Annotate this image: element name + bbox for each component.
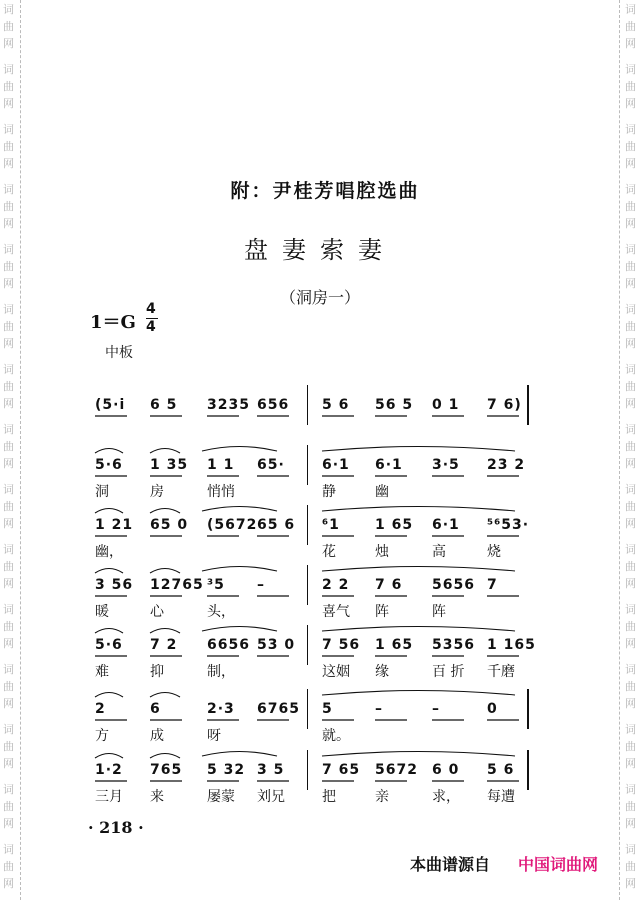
watermark-glyph: 曲 [3,860,14,873]
tempo-marking: 中板 [105,345,133,361]
watermark-glyph: 词 [3,843,14,856]
watermark-glyph: 词 [3,663,14,676]
watermark-glyph: 词 [3,123,14,136]
lyric-syllable: 头， [207,604,235,620]
lyric-syllable: 亲 [375,789,389,805]
watermark-glyph: 词 [3,3,14,16]
lyric-syllable: 方 [95,728,109,744]
note-group: 5656 [432,577,475,593]
slur [150,569,180,574]
note-group: 12765 [150,577,204,593]
watermark-glyph: 网 [3,517,14,530]
watermark-glyph: 词 [3,63,14,76]
watermark-glyph: 网 [3,817,14,830]
watermark-glyph: 曲 [3,320,14,333]
watermark-glyph: 词 [625,483,636,496]
watermark-glyph: 网 [3,697,14,710]
time-signature-top: 4 [146,301,156,317]
note-group: 3 5 [257,762,285,778]
lyric-syllable: 屡蒙 [207,789,235,805]
lyric-syllable: 心 [150,604,164,620]
watermark-glyph: 曲 [625,320,636,333]
note-group: 7 56 [322,637,361,653]
lyric-syllable: 把 [322,789,336,805]
watermark-glyph: 网 [3,637,14,650]
lyric-syllable: 阵 [375,604,389,620]
note-group: 7 2 [150,637,178,653]
note-group: 5·6 [95,457,123,473]
slur [95,754,123,759]
note-group: 6 [150,701,161,717]
watermark-glyph: 网 [3,577,14,590]
note-group: ⁶1 [322,517,340,533]
lyric-syllable: 三月 [95,789,123,805]
slur [95,569,123,574]
watermark-glyph: 网 [625,277,636,290]
note-group: 7 6) [487,397,522,413]
lyric-syllable: 阵 [432,604,446,620]
note-group: 56 5 [375,397,414,413]
watermark-glyph: 网 [3,757,14,770]
lyric-syllable: 抑 [150,664,164,680]
watermark-glyph: 网 [625,217,636,230]
slur [202,507,277,512]
watermark-glyph: 曲 [625,140,636,153]
lyric-syllable: 房 [150,484,164,500]
watermark-glyph: 曲 [3,380,14,393]
watermark-glyph: 词 [3,543,14,556]
note-group: – [375,701,383,717]
watermark-glyph: 曲 [3,440,14,453]
note-group: 6 5 [150,397,178,413]
note-group: 6·1 [322,457,350,473]
time-signature-bottom: 4 [146,319,156,335]
lyric-syllable: 暖 [95,604,109,620]
note-group: 7 [487,577,498,593]
lyric-syllable: 烛 [375,544,389,560]
note-group: 6656 [207,637,250,653]
lyric-syllable: 幽 [375,484,389,500]
note-group: 0 1 [432,397,460,413]
key-signature: 1＝G [90,312,136,333]
slur [150,629,180,634]
slur [202,447,277,452]
watermark-glyph: 曲 [625,440,636,453]
watermark-glyph: 网 [625,757,636,770]
slur [322,567,515,572]
watermark-glyph: 词 [3,303,14,316]
note-group: 1 65 [375,517,414,533]
watermark-glyph: 词 [625,3,636,16]
watermark-glyph: 词 [3,603,14,616]
note-group: – [432,701,440,717]
source-site-link[interactable]: 中国词曲网 [518,855,599,874]
slur [150,754,180,759]
lyric-syllable: 百 折 [432,664,465,680]
lyric-syllable: 制， [207,664,235,680]
watermark-glyph: 网 [3,337,14,350]
slur [322,507,515,512]
watermark-glyph: 词 [625,63,636,76]
watermark-glyph: 曲 [625,740,636,753]
watermark-glyph: 曲 [3,200,14,213]
watermark-glyph: 网 [3,37,14,50]
note-group: 7 65 [322,762,361,778]
lyric-syllable: 成 [150,728,164,744]
lyric-syllable: 悄悄 [207,484,235,500]
slur [322,752,515,757]
slur [95,629,123,634]
note-group: 6·1 [432,517,460,533]
watermark-glyph: 曲 [3,500,14,513]
note-group: 65· [257,457,285,473]
lyric-syllable: 烧 [487,544,501,560]
watermark-glyph: 网 [3,877,14,890]
note-group: 6 0 [432,762,460,778]
watermark-glyph: 词 [3,183,14,196]
watermark-glyph: 词 [625,843,636,856]
watermark-glyph: 词 [3,243,14,256]
note-group: 6765 [257,701,300,717]
note-group: 3 56 [95,577,134,593]
collection-title: 附：尹桂芳唱腔选曲 [230,180,420,202]
slur [95,509,123,514]
watermark-glyph: 曲 [3,620,14,633]
note-group: ⁵⁶53· [487,517,530,533]
watermark-glyph: 词 [3,363,14,376]
slur [95,693,123,698]
lyric-syllable: 每遭 [487,789,515,805]
note-group: 5 6 [487,762,515,778]
watermark-glyph: 词 [3,423,14,436]
watermark-glyph: 曲 [625,620,636,633]
watermark-glyph: 词 [625,543,636,556]
watermark-glyph: 网 [625,517,636,530]
note-group: 1 1 [207,457,235,473]
lyric-syllable: 喜气 [322,604,350,620]
watermark-glyph: 网 [3,277,14,290]
note-group: 5356 [432,637,475,653]
slur [150,509,180,514]
note-group: 3·5 [432,457,460,473]
lyric-syllable: 千磨 [487,664,515,680]
note-group: 5·6 [95,637,123,653]
watermark-glyph: 曲 [625,380,636,393]
slur [322,691,515,696]
note-group: 3235 [207,397,250,413]
lyric-syllable: 刘兄 [257,789,285,805]
lyric-syllable: 来 [150,789,164,805]
lyric-syllable: 求， [432,789,460,805]
song-title: 盘妻索妻 [244,236,396,264]
watermark-glyph: 网 [3,457,14,470]
watermark-glyph: 曲 [625,260,636,273]
lyric-syllable: 缘 [375,664,389,680]
note-group: (5672 [207,517,258,533]
watermark-glyph: 网 [625,397,636,410]
note-group: 2·3 [207,701,235,717]
slur [95,449,123,454]
watermark-glyph: 网 [625,577,636,590]
watermark-glyph: 曲 [3,140,14,153]
watermark-glyph: 曲 [3,80,14,93]
slur [150,693,180,698]
watermark-glyph: 曲 [3,680,14,693]
note-group: 5 32 [207,762,246,778]
watermark-glyph: 曲 [625,560,636,573]
slur [202,567,277,572]
slur [150,449,180,454]
watermark-glyph: 网 [3,157,14,170]
watermark-glyph: 词 [3,723,14,736]
watermark-glyph: 曲 [625,860,636,873]
watermark-glyph: 网 [625,877,636,890]
lyric-syllable: 花 [322,544,336,560]
lyric-syllable: 幽， [95,544,123,560]
watermark-glyph: 词 [625,123,636,136]
watermark-glyph: 词 [625,423,636,436]
note-group: (5·i [95,397,126,413]
watermark-glyph: 网 [3,97,14,110]
watermark-glyph: 词 [3,483,14,496]
note-group: 2 2 [322,577,350,593]
watermark-glyph: 词 [625,183,636,196]
watermark-glyph: 词 [625,243,636,256]
watermark-glyph: 曲 [625,20,636,33]
note-group: 1 35 [150,457,189,473]
lyric-syllable: 静 [322,484,336,500]
watermark-glyph: 网 [3,217,14,230]
watermark-glyph: 网 [625,697,636,710]
note-group: 7 6 [375,577,403,593]
note-group: ³5 [207,577,225,593]
note-group: 1 65 [375,637,414,653]
lyric-syllable: 洞 [95,484,109,500]
lyric-syllable: 呀 [207,728,221,744]
note-group: 65 0 [150,517,189,533]
source-label: 本曲谱源自 [410,855,491,874]
watermark-glyph: 词 [625,603,636,616]
watermark-glyph: 曲 [3,800,14,813]
watermark-glyph: 网 [625,457,636,470]
note-group: 2 [95,701,106,717]
watermark-glyph: 曲 [3,560,14,573]
watermark-glyph: 词 [625,303,636,316]
section-subtitle: （洞房一） [279,288,360,307]
slur [202,752,277,757]
watermark-glyph: 网 [625,157,636,170]
note-group: 65 6 [257,517,296,533]
lyric-syllable: 高 [432,544,446,560]
note-group: 5 6 [322,397,350,413]
watermark-glyph: 网 [625,817,636,830]
watermark-glyph: 曲 [625,200,636,213]
note-group: 1·2 [95,762,123,778]
note-group: 765 [150,762,183,778]
note-group: – [257,577,265,593]
watermark-glyph: 词 [625,783,636,796]
page-number: · 218 · [88,818,144,837]
note-group: 53 0 [257,637,296,653]
watermark-glyph: 网 [625,637,636,650]
slur [322,447,515,452]
note-group: 0 [487,701,498,717]
watermark-glyph: 曲 [625,500,636,513]
watermark-glyph: 网 [625,337,636,350]
watermark-glyph: 词 [3,783,14,796]
watermark-glyph: 词 [625,363,636,376]
note-group: 23 2 [487,457,526,473]
watermark-glyph: 网 [625,37,636,50]
watermark-glyph: 曲 [625,80,636,93]
watermark-glyph: 曲 [3,20,14,33]
watermark-glyph: 网 [3,397,14,410]
slur [202,627,277,632]
note-group: 1 165 [487,637,536,653]
watermark-glyph: 曲 [625,800,636,813]
note-group: 6·1 [375,457,403,473]
lyric-syllable: 难 [95,664,109,680]
note-group: 656 [257,397,290,413]
watermark-glyph: 网 [625,97,636,110]
watermark-glyph: 词 [625,663,636,676]
note-group: 1 21 [95,517,134,533]
slur [322,627,515,632]
watermark-glyph: 曲 [3,740,14,753]
lyric-syllable: 这姻 [322,664,350,680]
watermark-glyph: 曲 [3,260,14,273]
watermark-glyph: 曲 [625,680,636,693]
lyric-syllable: 就。 [322,728,350,744]
note-group: 5 [322,701,333,717]
watermark-glyph: 词 [625,723,636,736]
note-group: 5672 [375,762,418,778]
